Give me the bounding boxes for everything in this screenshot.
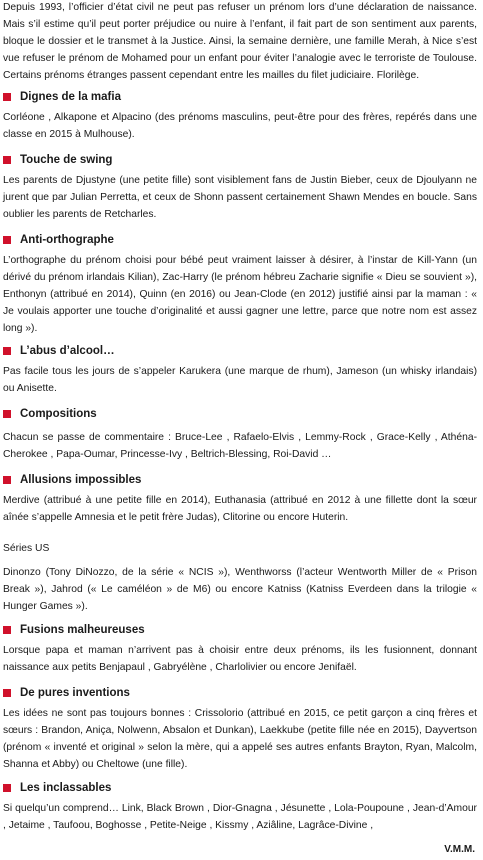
author-signature: V.M.M. xyxy=(444,844,475,855)
red-square-bullet-icon xyxy=(3,236,11,244)
section-body: Si quelqu’un comprend… Link, Black Brown , Dior-Gnagna , Jésunette , Lola-Poupoune , Jean-d’Amour , Jetaime , Taufoou, Boghosse , Petite-Neige , Kissmy , Aziâline, Lagrâce-Divine , xyxy=(3,803,477,831)
red-square-bullet-icon xyxy=(3,689,11,697)
section-title: L’abus d’alcool… xyxy=(20,345,115,357)
subsection-label: Séries US xyxy=(3,543,50,554)
red-square-bullet-icon xyxy=(3,347,11,355)
section-title: Compositions xyxy=(20,408,97,420)
section-title: Fusions malheureuses xyxy=(20,624,145,636)
red-square-bullet-icon xyxy=(3,784,11,792)
section-title: Anti-orthographe xyxy=(20,234,114,246)
red-square-bullet-icon xyxy=(3,626,11,634)
section-heading-alcool xyxy=(3,343,115,359)
section-title: Allusions impossibles xyxy=(20,474,142,486)
section-title: Les inclassables xyxy=(20,782,112,794)
red-square-bullet-icon xyxy=(3,156,11,164)
section-heading-allusions xyxy=(3,472,141,488)
section-heading-fusions xyxy=(3,622,145,638)
section-body: Lorsque papa et maman n’arrivent pas à choisir entre deux prénoms, ils les fusionnent, donnant naissance aux petits Benjapaul , Gabryélène , Charlolivier ou encore Jenifaël. xyxy=(3,645,477,673)
subsection-body: Dinonzo (Tony DiNozzo, de la série « NCIS »), Wenthworss (l’acteur Wentworth Miller de « Prison Break »), Jahrod (« Le caméléon » de M6) ou encore Katniss (Katniss Everdeen dans la trilogie « Hunger Games »). xyxy=(3,567,477,612)
section-heading-compositions xyxy=(3,406,97,422)
section-heading-swing xyxy=(3,152,112,168)
section-heading-orthographe xyxy=(3,232,114,248)
section-title: Dignes de la mafia xyxy=(20,91,121,103)
section-body: Les idées ne sont pas toujours bonnes : Crissolorio (attribué en 2015, ce petit garçon a cinq frères et sœurs : Brandon, Aniça, Nolwenn, Absalon et Dunkan), Laekkube (petite fille née en 2015), Dayvertson (prénom « inventé et original » selon la mère, qui a appelé ses autres enfants Brayton, Ryan, Malcolm, Shanna et Abby) ou Cheltowe (une fille). xyxy=(3,708,477,770)
section-heading-mafia xyxy=(3,89,121,105)
section-body: Chacun se passe de commentaire : Bruce-Lee , Rafaelo-Elvis , Lemmy-Rock , Grace-Kelly , Athéna-Cherokee , Papa-Oumar, Princesse-Ivy , Beltrich-Blessing, Roi-David … xyxy=(3,432,477,460)
red-square-bullet-icon xyxy=(3,476,11,484)
red-square-bullet-icon xyxy=(3,410,11,418)
section-body: Les parents de Djustyne (une petite fille) sont visiblement fans de Justin Bieber, ceux de Djoulyann ne jurent que par Julian Perretta, et ceux de Shonn passent certainement Shawn Mendes en boucle. Sans oublier les parents de Retcharles. xyxy=(3,175,477,220)
section-heading-inclassables xyxy=(3,780,111,796)
section-title: Touche de swing xyxy=(20,154,113,166)
intro-paragraph: Depuis 1993, l’officier d’état civil ne peut pas refuser un prénom lors d’une déclaration de naissance. Mais s’il estime qu’il peut porter préjudice ou nuire à l’enfant, il fait part de son sentiment aux parents, bloque le dossier et le transmet à la Justice. Ainsi, la semaine dernière, une famille Merah, à Nice s’est vue refuser le prénom de Mohamed pour un enfant pour éviter l’analogie avec le terroriste de Toulouse. Certains prénoms étranges passent cependant entre les mailles du filet judiciaire. Florilège. xyxy=(3,2,477,81)
section-body: Pas facile tous les jours de s’appeler Karukera (une marque de rhum), Jameson (un whisky irlandais) ou Anisette. xyxy=(3,366,477,394)
section-title: De pures inventions xyxy=(20,687,130,699)
section-body: Merdive (attribué à une petite fille en 2014), Euthanasia (attribué en 2012 à une fillette dont la sœur aînée s’appelle Amnesia et le petit frère Judas), Clitorine ou encore Huterin. xyxy=(3,495,477,523)
section-body: Corléone , Alkapone et Alpacino (des prénoms masculins, peut-être pour des frères, repérés dans une classe en 2015 à Mulhouse). xyxy=(3,112,477,140)
section-heading-inventions xyxy=(3,685,130,701)
red-square-bullet-icon xyxy=(3,93,11,101)
section-body: L’orthographe du prénom choisi pour bébé peut vraiment laisser à désirer, à l’instar de Kill-Yann (un dérivé du prénom irlandais Kilian), Zac-Harry (le prénom hébreu Zacharie signifie « Dieu se souvient »), Enthonyn (attribué en 2014), Quinn (en 2016) ou Jean-Clode (en 2012) justifié ainsi par la maman : « Je voulais apporter une touche d’originalité et aussi gagner une lettre, parce que notre nom est assez long »). xyxy=(3,255,477,334)
